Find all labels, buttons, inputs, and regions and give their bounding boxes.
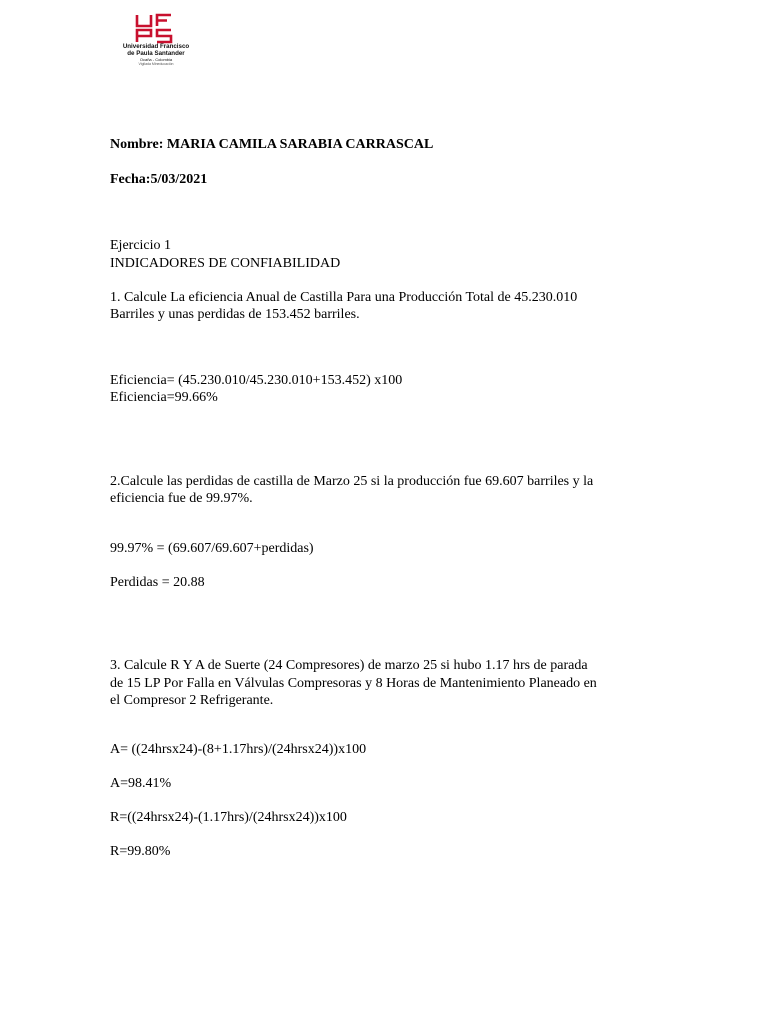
logo-university-name: Universidad Francisco [122, 43, 190, 50]
q2-formula: 99.97% = (69.607/69.607+perdidas) [110, 541, 314, 556]
q3-result-a: A=98.41% [110, 776, 172, 791]
ufps-logo-icon [134, 12, 174, 44]
q3-formula-a: A= ((24hrsx24)-(8+1.17hrs)/(24hrsx24))x100 [110, 742, 367, 757]
logo-university-name-2: de Paula Santander [127, 50, 185, 58]
q1-text-line-2: Barriles y unas perdidas de 153.452 barriles. [110, 307, 360, 322]
q3-result-r: R=99.80% [110, 844, 171, 859]
exercise-subtitle: INDICADORES DE CONFIABILIDAD [110, 256, 341, 271]
q2-result: Perdidas = 20.88 [110, 575, 205, 590]
date-value: 5/03/2021 [150, 172, 208, 187]
q3-text-line-2: de 15 LP Por Falla en Válvulas Compresoras y 8 Horas de Mantenimiento Planeado en [110, 676, 597, 691]
logo-caption [112, 44, 200, 67]
date-line [110, 171, 207, 189]
q1-result: Eficiencia=99.66% [110, 390, 218, 405]
q2-text-line-2: eficiencia fue de 99.97%. [110, 491, 253, 506]
q3-formula-r: R=((24hrsx24)-(1.17hrs)/(24hrsx24))x100 [110, 810, 347, 825]
q3-text-line-3: el Compresor 2 Refrigerante. [110, 693, 274, 708]
student-name-line [110, 136, 433, 154]
exercise-title: Ejercicio 1 [110, 238, 172, 253]
name-label: Nombre: [110, 137, 164, 152]
q2-text-line-1: 2.Calcule las perdidas de castilla de Marzo 25 si la producción fue 69.607 barriles y la [110, 474, 594, 489]
q1-formula: Eficiencia= (45.230.010/45.230.010+153.452) x100 [110, 373, 403, 388]
date-label: Fecha: [110, 172, 151, 187]
logo-tagline: Vigilada Mineducación [138, 62, 174, 67]
university-logo [112, 12, 200, 68]
name-value: MARIA CAMILA SARABIA CARRASCAL [166, 137, 434, 152]
logo-location: Ocaña - Colombia [139, 57, 173, 63]
q3-text-line-1: 3. Calcule R Y A de Suerte (24 Compresores) de marzo 25 si hubo 1.17 hrs de parada [110, 658, 588, 673]
q1-text-line-1: 1. Calcule La eficiencia Anual de Castilla Para una Producción Total de 45.230.010 [110, 290, 578, 305]
